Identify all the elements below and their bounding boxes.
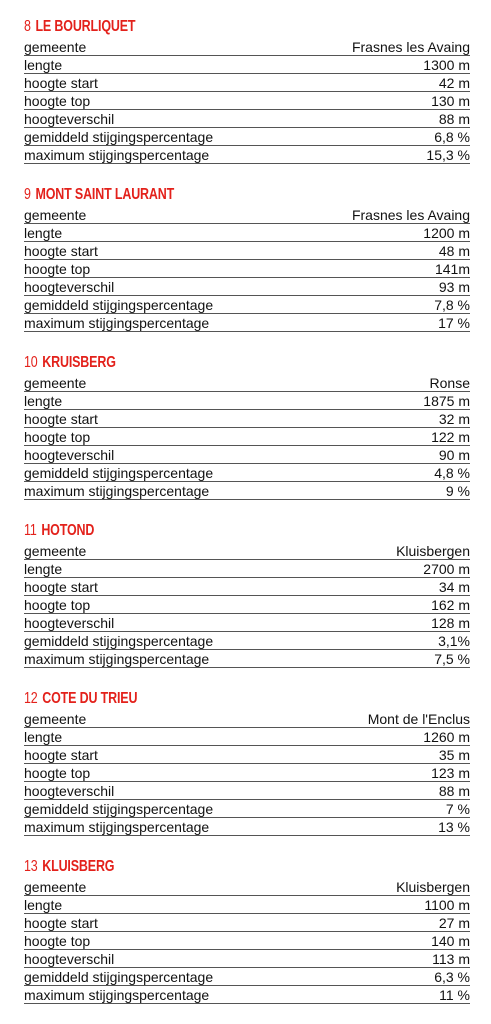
climb-block xyxy=(24,350,470,518)
stat-label: maximum stijgingspercentage xyxy=(24,147,210,163)
stat-row xyxy=(24,38,470,56)
stat-label: lengte xyxy=(24,729,63,745)
stat-label: maximum stijgingspercentage xyxy=(24,483,210,499)
climb-block xyxy=(24,854,470,1022)
stat-label: gemeente xyxy=(24,879,87,895)
climb-name: LE BOURLIQUET xyxy=(35,18,136,35)
stat-label: gemeente xyxy=(24,543,87,559)
stat-row xyxy=(24,632,470,650)
stat-row xyxy=(24,710,470,728)
climb-title xyxy=(24,854,372,878)
stat-label: hoogteverschil xyxy=(24,615,115,631)
climb-number: 11 xyxy=(24,522,37,539)
stat-label: hoogte start xyxy=(24,243,98,259)
stat-row xyxy=(24,314,470,332)
stat-value: 27 m xyxy=(438,915,470,931)
stat-row xyxy=(24,800,470,818)
stat-value: Mont de l'Enclus xyxy=(367,711,470,727)
stat-row xyxy=(24,278,470,296)
stat-row xyxy=(24,56,470,74)
stat-value: 2700 m xyxy=(423,561,470,577)
stat-label: gemeente xyxy=(24,711,87,727)
stat-value: 48 m xyxy=(438,243,470,259)
stat-label: lengte xyxy=(24,561,63,577)
stat-value: 6,8 % xyxy=(434,129,470,145)
stat-row xyxy=(24,932,470,950)
stat-value: 1100 m xyxy=(424,897,470,913)
stat-row xyxy=(24,896,470,914)
stat-label: hoogte top xyxy=(24,765,91,781)
stat-value: 17 % xyxy=(438,315,470,331)
stat-row xyxy=(24,542,470,560)
climb-number: 10 xyxy=(24,354,38,371)
stat-label: hoogte start xyxy=(24,579,98,595)
stat-label: maximum stijgingspercentage xyxy=(24,315,210,331)
stat-value: 1300 m xyxy=(423,57,470,73)
stat-label: lengte xyxy=(24,897,63,913)
stat-value: 140 m xyxy=(431,933,470,949)
stat-row xyxy=(24,764,470,782)
stat-label: gemiddeld stijgingspercentage xyxy=(24,801,214,817)
stat-label: maximum stijgingspercentage xyxy=(24,987,210,1003)
stat-row xyxy=(24,410,470,428)
stat-row xyxy=(24,128,470,146)
stat-row xyxy=(24,914,470,932)
stat-label: hoogte top xyxy=(24,597,91,613)
stat-value: 1875 m xyxy=(423,393,470,409)
climb-title xyxy=(24,686,372,710)
stat-label: hoogte top xyxy=(24,93,91,109)
stat-value: Ronse xyxy=(429,375,470,391)
climb-name: KLUISBERG xyxy=(42,858,115,875)
stat-row xyxy=(24,818,470,836)
stat-row xyxy=(24,482,470,500)
stat-value: 7,5 % xyxy=(434,651,470,667)
stat-label: gemiddeld stijgingspercentage xyxy=(24,969,214,985)
stat-value: 35 m xyxy=(438,747,470,763)
stat-value: Frasnes les Avaing xyxy=(351,207,470,223)
stat-value: 9 % xyxy=(445,483,470,499)
stat-label: hoogteverschil xyxy=(24,951,115,967)
stat-row xyxy=(24,92,470,110)
stat-label: hoogte top xyxy=(24,429,91,445)
stat-label: hoogte start xyxy=(24,747,98,763)
stat-label: maximum stijgingspercentage xyxy=(24,819,210,835)
stat-row xyxy=(24,392,470,410)
stat-row xyxy=(24,968,470,986)
stat-row xyxy=(24,428,470,446)
climb-name: MONT SAINT LAURANT xyxy=(35,186,175,203)
stat-label: gemeente xyxy=(24,39,87,55)
climb-block xyxy=(24,14,470,182)
stat-value: 141m xyxy=(434,261,470,277)
stat-value: 88 m xyxy=(438,111,470,127)
stat-value: 34 m xyxy=(438,579,470,595)
climb-number: 9 xyxy=(24,186,31,203)
stat-label: gemeente xyxy=(24,375,87,391)
stat-label: hoogteverschil xyxy=(24,111,115,127)
stat-label: gemiddeld stijgingspercentage xyxy=(24,297,214,313)
stat-row xyxy=(24,206,470,224)
stat-label: hoogte start xyxy=(24,411,98,427)
climb-block xyxy=(24,518,470,686)
stat-row xyxy=(24,146,470,164)
stat-value: 15,3 % xyxy=(426,147,470,163)
stat-row xyxy=(24,464,470,482)
climb-number: 8 xyxy=(24,18,31,35)
stat-value: 113 m xyxy=(432,951,470,967)
stat-row xyxy=(24,578,470,596)
stat-label: hoogte start xyxy=(24,75,98,91)
climb-title xyxy=(24,518,372,542)
stat-value: 3,1% xyxy=(438,633,470,649)
stat-row xyxy=(24,596,470,614)
stat-value: 1200 m xyxy=(423,225,470,241)
stat-value: Kluisbergen xyxy=(396,879,470,895)
stat-row xyxy=(24,446,470,464)
stat-value: 6,3 % xyxy=(434,969,470,985)
stat-row xyxy=(24,260,470,278)
stat-label: gemeente xyxy=(24,207,87,223)
climb-number: 12 xyxy=(24,690,38,707)
stat-value: 13 % xyxy=(438,819,470,835)
stat-value: 7,8 % xyxy=(434,297,470,313)
stat-row xyxy=(24,614,470,632)
climb-name: KRUISBERG xyxy=(42,354,116,371)
stat-label: lengte xyxy=(24,393,63,409)
stat-value: 4,8 % xyxy=(434,465,470,481)
stat-row xyxy=(24,728,470,746)
stat-value: 162 m xyxy=(431,597,470,613)
stat-row xyxy=(24,950,470,968)
climb-number: 13 xyxy=(24,858,38,875)
stat-label: lengte xyxy=(24,225,63,241)
stat-row xyxy=(24,986,470,1004)
stat-value: 7 % xyxy=(445,801,470,817)
stat-value: 90 m xyxy=(438,447,470,463)
climb-title xyxy=(24,14,372,38)
stat-label: hoogteverschil xyxy=(24,279,115,295)
stat-value: 1260 m xyxy=(423,729,470,745)
stat-label: lengte xyxy=(24,57,63,73)
stat-row xyxy=(24,782,470,800)
stat-value: 122 m xyxy=(431,429,470,445)
stat-value: 128 m xyxy=(431,615,470,631)
climb-title xyxy=(24,350,372,374)
stat-row xyxy=(24,746,470,764)
stat-row xyxy=(24,296,470,314)
stat-label: hoogteverschil xyxy=(24,447,115,463)
climb-list xyxy=(24,14,470,1022)
stat-row xyxy=(24,650,470,668)
stat-value: 11 % xyxy=(439,987,470,1003)
stat-label: hoogteverschil xyxy=(24,783,115,799)
stat-value: 93 m xyxy=(438,279,470,295)
stat-row xyxy=(24,224,470,242)
climb-title xyxy=(24,182,372,206)
stat-label: hoogte start xyxy=(24,915,98,931)
climb-name: COTE DU TRIEU xyxy=(42,690,138,707)
stat-row xyxy=(24,110,470,128)
stat-label: gemiddeld stijgingspercentage xyxy=(24,633,214,649)
stat-row xyxy=(24,74,470,92)
stat-row xyxy=(24,560,470,578)
stat-row xyxy=(24,242,470,260)
stat-value: Frasnes les Avaing xyxy=(351,39,470,55)
stat-value: 130 m xyxy=(431,93,470,109)
climb-block xyxy=(24,686,470,854)
stat-label: gemiddeld stijgingspercentage xyxy=(24,129,214,145)
stat-value: 32 m xyxy=(438,411,470,427)
stat-label: hoogte top xyxy=(24,261,91,277)
climb-name: HOTOND xyxy=(41,522,95,539)
climb-block xyxy=(24,182,470,350)
stat-label: hoogte top xyxy=(24,933,91,949)
stat-value: 88 m xyxy=(438,783,470,799)
stat-row xyxy=(24,878,470,896)
stat-label: gemiddeld stijgingspercentage xyxy=(24,465,214,481)
stat-value: 123 m xyxy=(431,765,470,781)
stat-value: Kluisbergen xyxy=(396,543,470,559)
stat-value: 42 m xyxy=(438,75,470,91)
stat-label: maximum stijgingspercentage xyxy=(24,651,210,667)
stat-row xyxy=(24,374,470,392)
